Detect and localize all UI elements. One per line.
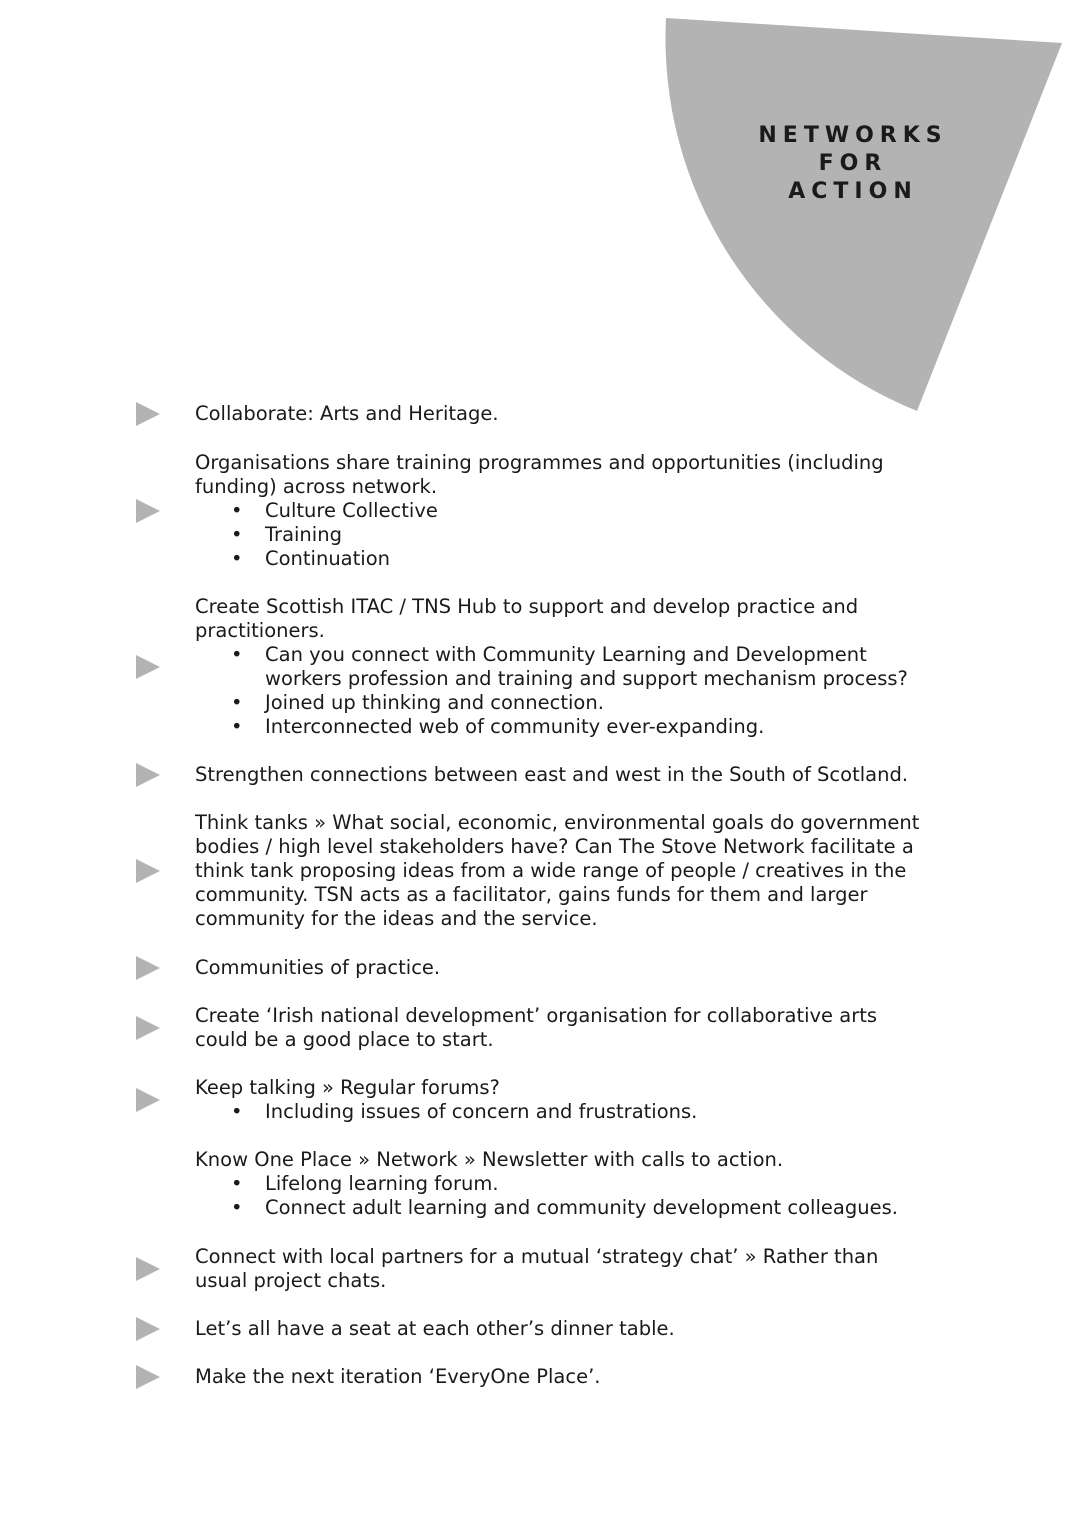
- action-item-text-block: [195, 1148, 935, 1220]
- bullet-dot-icon: •: [231, 547, 243, 570]
- sub-bullet-text: Lifelong learning forum.: [265, 1172, 499, 1195]
- bullet-dot-icon: •: [231, 499, 243, 522]
- sub-bullet-item: [195, 523, 935, 547]
- action-item-text: Make the next iteration ‘EveryOne Place’.: [195, 1365, 601, 1388]
- action-item-text: Create ‘Irish national development’ organisation for collaborative arts could be a good place to start.: [195, 1004, 878, 1051]
- bullet-dot-icon: •: [231, 523, 243, 546]
- triangle-marker-icon: [136, 956, 160, 980]
- sub-bullet-item: [195, 499, 935, 523]
- sub-bullet-item: [195, 691, 935, 715]
- action-item-text-block: [195, 402, 935, 426]
- decorative-half-circle-shape: [0, 0, 1086, 420]
- action-item-text: Collaborate: Arts and Heritage.: [195, 402, 499, 425]
- triangle-marker-icon: [136, 1088, 160, 1112]
- sub-bullet-item: [195, 1100, 935, 1124]
- triangle-marker-icon: [136, 402, 160, 426]
- action-item-text-block: [195, 956, 935, 980]
- bullet-dot-icon: •: [231, 1196, 243, 1219]
- action-item-text: Think tanks » What social, economic, environmental goals do government bodies / high level stakeholders have? Can The Stove Network facilitate a think tank proposing ideas from a wide range of people / creatives in the community. TSN acts as a facilitator, gains funds for them and larger community for the ideas and the service.: [195, 811, 920, 930]
- triangle-marker-icon: [136, 1257, 160, 1281]
- action-item-text-block: [195, 595, 935, 739]
- title-line-3: ACTION: [788, 179, 918, 204]
- sub-bullet-item: [195, 715, 935, 739]
- title-line-1: NETWORKS: [758, 123, 948, 148]
- bullet-dot-icon: •: [231, 1100, 243, 1123]
- grey-segment-shape: [665, 18, 1062, 411]
- sub-bullet-text: Training: [265, 523, 342, 546]
- sub-bullet-list: [195, 643, 935, 739]
- action-item-text: Connect with local partners for a mutual ‘strategy chat’ » Rather than usual project chats.: [195, 1245, 879, 1292]
- triangle-marker-icon: [136, 1317, 160, 1341]
- action-item-text-block: [195, 1317, 935, 1341]
- action-item-text: Create Scottish ITAC / TNS Hub to support and develop practice and practitioners.: [195, 595, 859, 642]
- sub-bullet-item: [195, 1172, 935, 1196]
- sub-bullet-text: Can you connect with Community Learning and Development workers profession and training and support mechanism process?: [265, 643, 908, 690]
- triangle-marker-icon: [136, 1365, 160, 1389]
- sub-bullet-list: [195, 499, 935, 571]
- action-item-text: Let’s all have a seat at each other’s dinner table.: [195, 1317, 675, 1340]
- action-item-text-block: [195, 1004, 935, 1052]
- sub-bullet-text: Continuation: [265, 547, 390, 570]
- page-title: [748, 122, 958, 206]
- bullet-dot-icon: •: [231, 1172, 243, 1195]
- action-item-text: Keep talking » Regular forums?: [195, 1076, 500, 1099]
- sub-bullet-list: [195, 1100, 935, 1124]
- triangle-marker-icon: [136, 859, 160, 883]
- bullet-dot-icon: •: [231, 715, 243, 738]
- sub-bullet-list: [195, 1172, 935, 1220]
- triangle-marker-icon: [136, 1016, 160, 1040]
- bullet-dot-icon: •: [231, 643, 243, 666]
- bullet-dot-icon: •: [231, 691, 243, 714]
- triangle-marker-icon: [136, 655, 160, 679]
- triangle-marker-icon: [136, 499, 160, 523]
- action-item-text: Communities of practice.: [195, 956, 441, 979]
- sub-bullet-item: [195, 1196, 935, 1220]
- sub-bullet-item: [195, 547, 935, 571]
- action-item-text-block: [195, 811, 935, 931]
- action-item-text: Strengthen connections between east and west in the South of Scotland.: [195, 763, 909, 786]
- action-item-text-block: [195, 763, 935, 787]
- sub-bullet-text: Interconnected web of community ever-expanding.: [265, 715, 765, 738]
- action-item-text-block: [195, 1365, 935, 1389]
- sub-bullet-text: Connect adult learning and community development colleagues.: [265, 1196, 898, 1219]
- action-item-text-block: [195, 1076, 935, 1124]
- action-item-text-block: [195, 1245, 935, 1293]
- sub-bullet-text: Joined up thinking and connection.: [265, 691, 604, 714]
- sub-bullet-text: Culture Collective: [265, 499, 438, 522]
- title-line-2: FOR: [818, 151, 888, 176]
- action-item-text: Organisations share training programmes and opportunities (including funding) across network.: [195, 451, 884, 498]
- sub-bullet-text: Including issues of concern and frustrations.: [265, 1100, 698, 1123]
- triangle-marker-icon: [136, 763, 160, 787]
- sub-bullet-item: [195, 643, 935, 691]
- action-item-text-block: [195, 451, 935, 571]
- action-item-text: Know One Place » Network » Newsletter with calls to action.: [195, 1148, 784, 1171]
